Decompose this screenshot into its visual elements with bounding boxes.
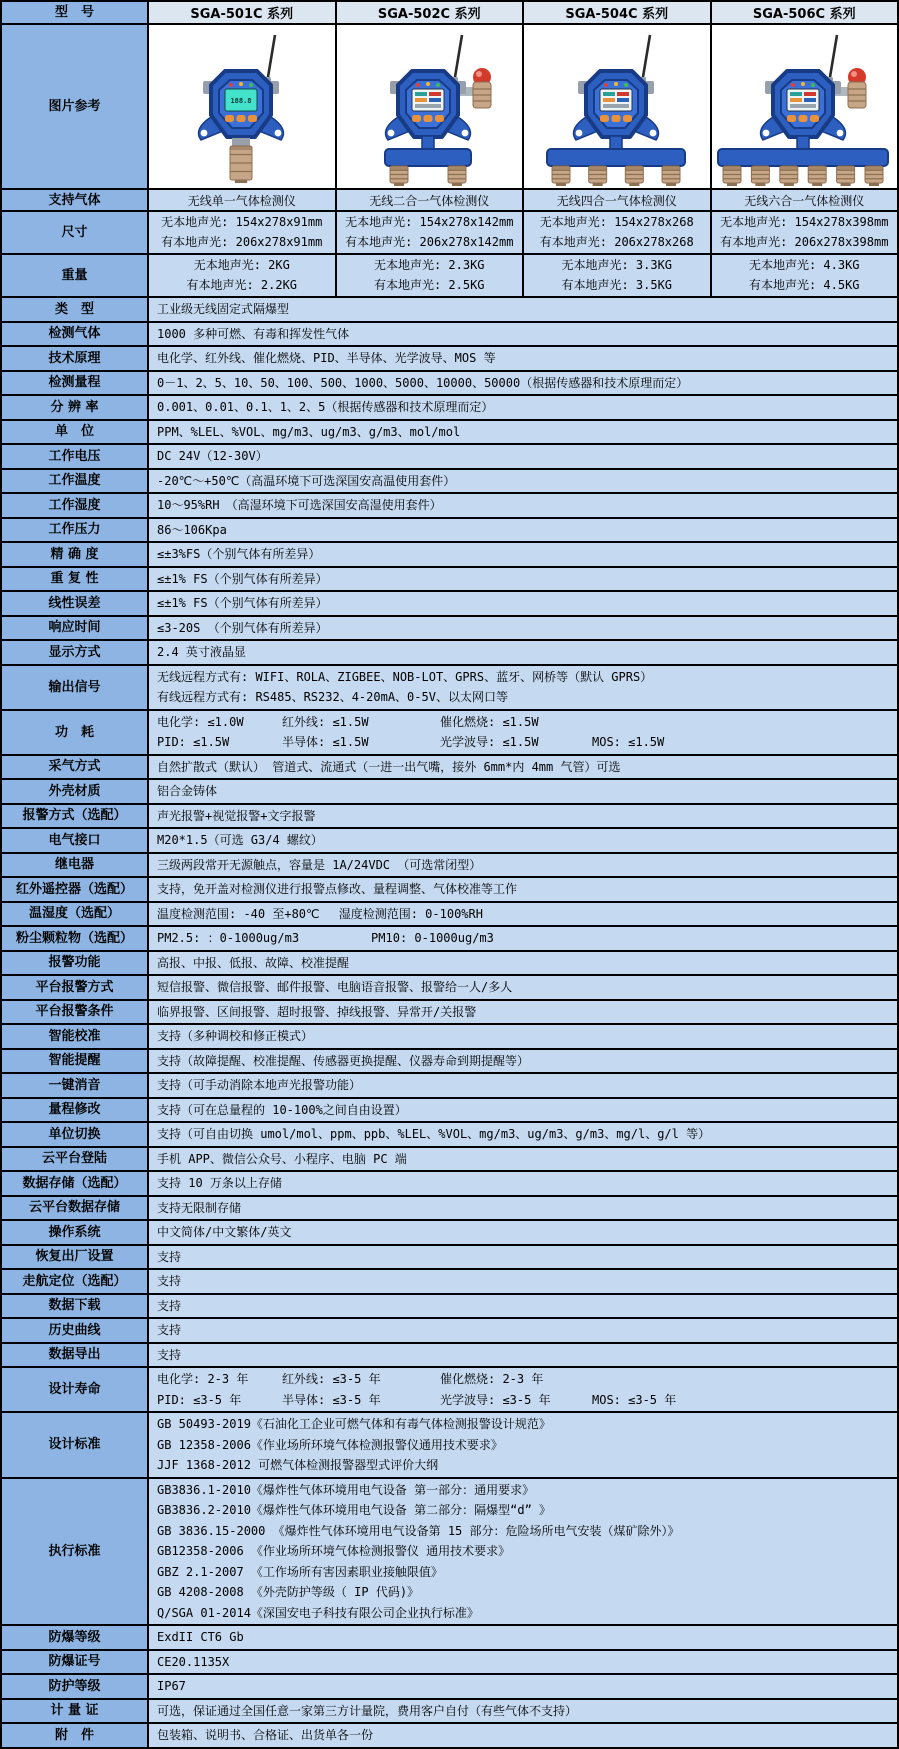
spec-value (149, 854, 897, 877)
value-line: ExdII CT6 Gb (157, 1630, 244, 1644)
spec-value (149, 1270, 897, 1293)
row-label: 附 件 (2, 1724, 149, 1747)
value-line: 支持无限制存储 (157, 1200, 242, 1215)
spec-row (2, 756, 897, 781)
value-segment: MOS: ≤1.5W (592, 735, 665, 749)
spec-value (149, 1197, 897, 1220)
value-line: 无本地声光: 154x278x142mm (345, 215, 514, 229)
spec-value (149, 1626, 897, 1649)
value-line: GB 4208-2008 《外壳防护等级（ IP 代码)》 (157, 1585, 420, 1599)
device-image-sga-504c (526, 27, 708, 187)
value-line: 有本地声光: 3.5KG (561, 277, 673, 292)
spec-row (2, 592, 897, 617)
spec-value (149, 519, 897, 542)
value-line: 温度检测范围: -40 至+80℃ 湿度检测范围: 0-100%RH (157, 906, 483, 921)
value-line: 声光报警+视觉报警+文字报警 (157, 808, 316, 823)
value-line (157, 1390, 891, 1411)
spec-value (149, 543, 897, 566)
row-label: 响应时间 (2, 617, 149, 640)
row-label: 外壳材质 (2, 780, 149, 803)
spec-row (2, 878, 897, 903)
value-line: 包装箱、说明书、合格证、出货单各一份 (157, 1728, 374, 1742)
spec-value (149, 1246, 897, 1269)
spec-value (149, 323, 897, 346)
value-line: 0.001、0.01、0.1、1、2、5（根据传感器和技术原理而定） (157, 400, 494, 414)
spec-row (2, 1413, 897, 1479)
model-header-cell: SGA-506C 系列 (712, 2, 898, 23)
value-segment: 红外线: ≤3-5 年 (282, 1372, 381, 1386)
spec-row (2, 255, 897, 298)
spec-row (2, 568, 897, 593)
image-cells (149, 25, 897, 188)
row-label: 粉尘颗粒物（选配） (2, 927, 149, 950)
row-label: 防爆等级 (2, 1626, 149, 1649)
spec-row (2, 445, 897, 470)
spec-row (2, 190, 897, 212)
spec-value (149, 666, 897, 709)
spec-value (149, 592, 897, 615)
row-label: 防护等级 (2, 1675, 149, 1698)
spec-value (149, 347, 897, 370)
row-label: 电气接口 (2, 829, 149, 852)
image-row-label: 图片参考 (2, 25, 149, 188)
spec-value-cell (712, 255, 898, 296)
spec-row (2, 1246, 897, 1271)
value-line: 支持（可在总量程的 10-100%之间自由设置） (157, 1102, 407, 1117)
value-line: DC 24V（12-30V） (157, 449, 268, 463)
row-label: 计 量 证 (2, 1700, 149, 1723)
spec-value (149, 756, 897, 779)
value-line: 支持 10 万条以上存储 (157, 1176, 282, 1190)
value-segment: 光学波导: ≤1.5W (440, 735, 539, 749)
spec-row (2, 780, 897, 805)
spec-value-cell (149, 255, 337, 296)
value-line: 有本地声光: 2.5KG (373, 277, 485, 292)
value-line: CE20.1135X (157, 1654, 230, 1669)
row-label: 红外遥控器（选配） (2, 878, 149, 901)
spec-value-cell (712, 212, 898, 253)
row-label: 智能校准 (2, 1025, 149, 1048)
spec-row (2, 641, 897, 666)
spec-value-cell: 无线二合一气体检测仪 (337, 190, 525, 210)
value-line: 支持（可手动消除本地声光报警功能） (157, 1078, 362, 1092)
spec-row (2, 1319, 897, 1344)
device-image-cell (524, 25, 712, 188)
svg-text:188.8: 188.8 (230, 97, 252, 105)
spec-value (149, 1148, 897, 1171)
value-line (157, 712, 891, 733)
value-segment: 光学波导: ≤3-5 年 (440, 1392, 551, 1407)
row-label: 工作湿度 (2, 494, 149, 517)
row-label: 一键消音 (2, 1074, 149, 1097)
row-label: 温湿度（选配） (2, 903, 149, 926)
value-line (157, 732, 891, 753)
value-cells (149, 255, 897, 296)
value-segment: 催化燃烧: ≤1.5W (440, 714, 539, 729)
value-line: 支持 (157, 1323, 182, 1337)
spec-value (149, 1675, 897, 1698)
value-segment: 电化学: 2-3 年 (157, 1372, 249, 1386)
row-label: 工作压力 (2, 519, 149, 542)
value-line: 短信报警、微信报警、邮件报警、电脑语音报警、报警给一人/多人 (157, 980, 513, 994)
spec-value (149, 829, 897, 852)
row-label: 执行标准 (2, 1479, 149, 1625)
spec-value (149, 494, 897, 517)
spec-value-cell (149, 212, 337, 253)
spec-row (2, 617, 897, 642)
spec-value (149, 780, 897, 803)
spec-row (2, 519, 897, 544)
value-line: ≤±3%FS（个别气体有所差异） (157, 547, 321, 561)
value-line: 手机 APP、微信公众号、小程序、电脑 PC 端 (157, 1151, 407, 1166)
value-line: ≤3-20S （个别气体有所差异） (157, 620, 328, 635)
row-label: 重 复 性 (2, 568, 149, 591)
value-line: 无本地声光: 4.3KG (748, 258, 860, 272)
spec-row (2, 298, 897, 323)
device-image-sga-502c (338, 27, 520, 187)
value-line: 无本地声光: 154x278x398mm (720, 215, 889, 229)
value-line: GBZ 2.1-2007 《工作场所有害因素职业接触限值》 (157, 1564, 443, 1579)
spec-value-cell (337, 255, 525, 296)
value-line: 高报、中报、低报、故障、校准提醒 (157, 955, 350, 970)
value-line: -20℃～+50℃（高温环境下可选深国安高温使用套件） (157, 473, 456, 488)
value-line: 电化学、红外线、催化燃烧、PID、半导体、光学波导、MOS 等 (157, 351, 496, 365)
value-segment: PID: ≤3-5 年 (157, 1392, 242, 1407)
spec-row (2, 1295, 897, 1320)
value-line: 三级两段常开无源触点，容量是 1A/24VDC （可选常闭型） (157, 857, 482, 872)
row-label: 工作电压 (2, 445, 149, 468)
spec-row (2, 1050, 897, 1075)
model-header-cell: SGA-502C 系列 (337, 2, 525, 23)
row-label: 继电器 (2, 854, 149, 877)
spec-value (149, 976, 897, 999)
row-label: 检测气体 (2, 323, 149, 346)
model-header-cells (149, 2, 897, 23)
value-line: 支持（可自由切换 umol/mol、ppm、ppb、%LEL、%VOL、mg/m3、ug/m3、g/m3、mg/l、g/l 等） (157, 1127, 711, 1141)
value-line: 自然扩散式（默认） 管道式、流通式（一进一出气嘴，接外 6mm*内 4mm 气管）可选 (157, 759, 621, 774)
row-label: 功 耗 (2, 711, 149, 754)
value-line: 有本地声光: 206x278x91mm (161, 234, 323, 249)
row-label: 防爆证号 (2, 1651, 149, 1674)
value-line: 支持（故障提醒、校准提醒、传感器更换提醒、仪器寿命到期提醒等） (157, 1053, 530, 1068)
spec-row (2, 1344, 897, 1369)
value-line: 无本地声光: 3.3KG (561, 258, 673, 272)
value-line: 支持 (157, 1347, 182, 1362)
value-line: 有本地声光: 2.2KG (186, 277, 298, 292)
spec-value (149, 1368, 897, 1411)
row-label: 精 确 度 (2, 543, 149, 566)
spec-row (2, 396, 897, 421)
spec-value (149, 1479, 897, 1625)
device-image-cell (712, 25, 898, 188)
value-line: 临界报警、区间报警、超时报警、掉线报警、异常开/关报警 (157, 1004, 477, 1019)
spec-row (2, 543, 897, 568)
row-label: 重量 (2, 255, 149, 296)
spec-value (149, 1025, 897, 1048)
spec-row (2, 1197, 897, 1222)
spec-value (149, 1319, 897, 1342)
spec-value (149, 903, 897, 926)
value-line: 铝合金铸体 (157, 784, 218, 798)
spec-row (2, 323, 897, 348)
spec-row (2, 903, 897, 928)
value-segment: 半导体: ≤3-5 年 (282, 1392, 381, 1407)
spec-value (149, 1123, 897, 1146)
spec-row (2, 1221, 897, 1246)
row-label: 单 位 (2, 421, 149, 444)
row-label: 历史曲线 (2, 1319, 149, 1342)
spec-value (149, 711, 897, 754)
spec-value (149, 421, 897, 444)
spec-row (2, 666, 897, 711)
value-line: ≤±1% FS（个别气体有所差异） (157, 571, 328, 586)
spec-value (149, 1074, 897, 1097)
row-label: 云平台登陆 (2, 1148, 149, 1171)
spec-row (2, 711, 897, 756)
spec-row (2, 976, 897, 1001)
spec-row (2, 347, 897, 372)
spec-row (2, 952, 897, 977)
spec-row (2, 805, 897, 830)
spec-value-cell: 无线单一气体检测仪 (149, 190, 337, 210)
value-line: 有线远程方式有: RS485、RS232、4-20mA、0-5V、以太网口等 (157, 690, 508, 704)
value-line: GB3836.1-2010《爆炸性气体环境用电气设备 第一部分：通用要求》 (157, 1482, 535, 1497)
table-header-row (2, 2, 897, 25)
spec-row (2, 1172, 897, 1197)
value-line: 支持 (157, 1274, 182, 1288)
value-line: 无线远程方式有: WIFI、ROLA、ZIGBEE、NOB-LOT、GPRS、蓝牙、网桥等（默认 GPRS） (157, 669, 653, 684)
spec-value (149, 1295, 897, 1318)
value-line: 工业级无线固定式隔爆型 (157, 302, 290, 316)
value-line: 有本地声光: 4.5KG (748, 277, 860, 292)
row-label: 操作系统 (2, 1221, 149, 1244)
spec-row (2, 1651, 897, 1676)
value-line: GB 3836.15-2000 《爆炸性气体环境用电气设备第 15 部分：危险场所电气安装（煤矿除外）》 (157, 1523, 680, 1538)
row-label: 采气方式 (2, 756, 149, 779)
row-label: 恢复出厂设置 (2, 1246, 149, 1269)
value-line: 1000 多种可燃、有毒和挥发性气体 (157, 326, 350, 341)
spec-value (149, 1651, 897, 1674)
value-line: 支持 (157, 1298, 182, 1313)
spec-value-cell: 无线四合一气体检测仪 (524, 190, 712, 210)
value-line: GB3836.2-2010《爆炸性气体环境用电气设备 第二部分：隔爆型“d” 》 (157, 1503, 552, 1517)
value-line: GB12358-2006 《作业场所环境气体检测报警仪 通用技术要求》 (157, 1544, 511, 1558)
value-line: 0－1、2、5、10、50、100、500、1000、5000、10000、50000（根据传感器和技术原理而定） (157, 375, 689, 390)
value-line: 10～95%RH （高湿环境下可选深国安高湿使用套件） (157, 498, 442, 512)
spec-value (149, 641, 897, 664)
spec-row (2, 1099, 897, 1124)
spec-value (149, 878, 897, 901)
row-label: 数据导出 (2, 1344, 149, 1367)
spec-row (2, 1074, 897, 1099)
spec-value-cell (524, 255, 712, 296)
value-line: 支持，免开盖对检测仪进行报警点修改、量程调整、气体校准等工作 (157, 882, 518, 896)
value-line: 86～106Kpa (157, 522, 227, 537)
spec-value-cell (524, 212, 712, 253)
spec-row (2, 212, 897, 255)
row-label: 单位切换 (2, 1123, 149, 1146)
value-segment: 红外线: ≤1.5W (282, 714, 369, 729)
row-label: 显示方式 (2, 641, 149, 664)
spec-value (149, 952, 897, 975)
row-label: 数据存储（选配） (2, 1172, 149, 1195)
row-label: 设计标准 (2, 1413, 149, 1477)
spec-value (149, 1172, 897, 1195)
value-line: ≤±1% FS（个别气体有所差异） (157, 596, 328, 610)
value-cells (149, 212, 897, 253)
spec-row (2, 1700, 897, 1725)
value-line: 有本地声光: 206x278x142mm (345, 234, 514, 249)
row-label: 云平台数据存储 (2, 1197, 149, 1220)
value-line: 无本地声光: 154x278x91mm (161, 215, 323, 229)
value-line (157, 1369, 891, 1390)
row-label: 技术原理 (2, 347, 149, 370)
row-label: 报警方式（选配） (2, 805, 149, 828)
row-label: 智能提醒 (2, 1050, 149, 1073)
value-line: 无本地声光: 154x278x268 (539, 215, 694, 229)
spec-value (149, 372, 897, 395)
spec-row (2, 927, 897, 952)
value-segment: MOS: ≤3-5 年 (592, 1392, 677, 1407)
spec-value (149, 298, 897, 321)
model-header-cell: SGA-504C 系列 (524, 2, 712, 23)
device-image-sga-506c (713, 27, 895, 187)
spec-row (2, 1675, 897, 1700)
device-image-cell (149, 25, 337, 188)
spec-value-cell (337, 212, 525, 253)
spec-row (2, 854, 897, 879)
value-segment: 催化燃烧: 2-3 年 (440, 1372, 544, 1386)
row-label: 走航定位（选配） (2, 1270, 149, 1293)
spec-row (2, 1270, 897, 1295)
row-label: 设计寿命 (2, 1368, 149, 1411)
row-label: 类 型 (2, 298, 149, 321)
row-label: 线性误差 (2, 592, 149, 615)
spec-row (2, 829, 897, 854)
spec-value (149, 1001, 897, 1024)
row-label: 平台报警条件 (2, 1001, 149, 1024)
value-segment: 电化学: ≤1.0W (157, 714, 244, 729)
value-line: PPM、%LEL、%VOL、mg/m3、ug/m3、g/m3、mol/mol (157, 424, 461, 439)
row-label: 量程修改 (2, 1099, 149, 1122)
model-header-cell: SGA-501C 系列 (149, 2, 337, 23)
value-line: 无本地声光: 2KG (193, 258, 290, 272)
value-line: 中文简体/中文繁体/英文 (157, 1225, 292, 1239)
row-label: 平台报警方式 (2, 976, 149, 999)
spec-value (149, 805, 897, 828)
spec-row (2, 1025, 897, 1050)
row-label: 尺寸 (2, 212, 149, 253)
spec-value (149, 396, 897, 419)
value-line: 无本地声光: 2.3KG (373, 258, 485, 272)
value-cells (149, 190, 897, 210)
value-line: GB 50493-2019《石油化工企业可燃气体和有毒气体检测报警设计规范》 (157, 1417, 551, 1431)
value-segment: 半导体: ≤1.5W (282, 735, 369, 749)
spec-value (149, 1050, 897, 1073)
row-label: 数据下载 (2, 1295, 149, 1318)
image-row (2, 25, 897, 190)
value-line: 支持 (157, 1249, 182, 1264)
spec-value (149, 1413, 897, 1477)
spec-row (2, 1001, 897, 1026)
spec-value (149, 927, 897, 950)
model-row-label: 型 号 (2, 2, 149, 23)
spec-row (2, 1148, 897, 1173)
row-label: 检测量程 (2, 372, 149, 395)
value-line: 有本地声光: 206x278x268 (539, 234, 694, 249)
device-image-cell (337, 25, 525, 188)
value-line: IP67 (157, 1679, 186, 1693)
spec-row (2, 1123, 897, 1148)
spec-value (149, 470, 897, 493)
spec-value (149, 617, 897, 640)
spec-value (149, 445, 897, 468)
spec-row (2, 421, 897, 446)
row-label: 分 辨 率 (2, 396, 149, 419)
spec-value (149, 1344, 897, 1367)
spec-row (2, 1626, 897, 1651)
value-line: 有本地声光: 206x278x398mm (720, 234, 889, 249)
value-line: JJF 1368-2012 可燃气体检测报警器型式评价大纲 (157, 1458, 439, 1472)
spec-row (2, 1724, 897, 1747)
spec-row (2, 494, 897, 519)
spec-value (149, 1099, 897, 1122)
row-label: 报警功能 (2, 952, 149, 975)
value-line: M20*1.5（可选 G3/4 螺纹） (157, 833, 323, 847)
device-image-sga-501c (151, 27, 333, 187)
spec-value (149, 1724, 897, 1747)
value-line: GB 12358-2006《作业场所环境气体检测报警仪通用技术要求》 (157, 1437, 503, 1452)
value-line: PM2.5: ：0-1000ug/m3 PM10: 0-1000ug/m3 (157, 931, 494, 945)
spec-row (2, 1368, 897, 1413)
spec-value (149, 1221, 897, 1244)
spec-row (2, 470, 897, 495)
row-label: 工作温度 (2, 470, 149, 493)
value-line: Q/SGA 01-2014《深国安电子科技有限公司企业执行标准》 (157, 1605, 479, 1620)
spec-row (2, 372, 897, 397)
value-line: 可选，保证通过全国任意一家第三方计量院，费用客户自付（有些气体不支持） (157, 1703, 578, 1718)
value-line: 支持（多种调校和修正模式） (157, 1029, 314, 1043)
spec-value (149, 1700, 897, 1723)
spec-value-cell: 无线六合一气体检测仪 (712, 190, 898, 210)
spec-value (149, 568, 897, 591)
value-segment: PID: ≤1.5W (157, 735, 230, 749)
value-line: 2.4 英寸液晶显 (157, 645, 246, 659)
row-label: 输出信号 (2, 666, 149, 709)
row-label: 支持气体 (2, 190, 149, 210)
